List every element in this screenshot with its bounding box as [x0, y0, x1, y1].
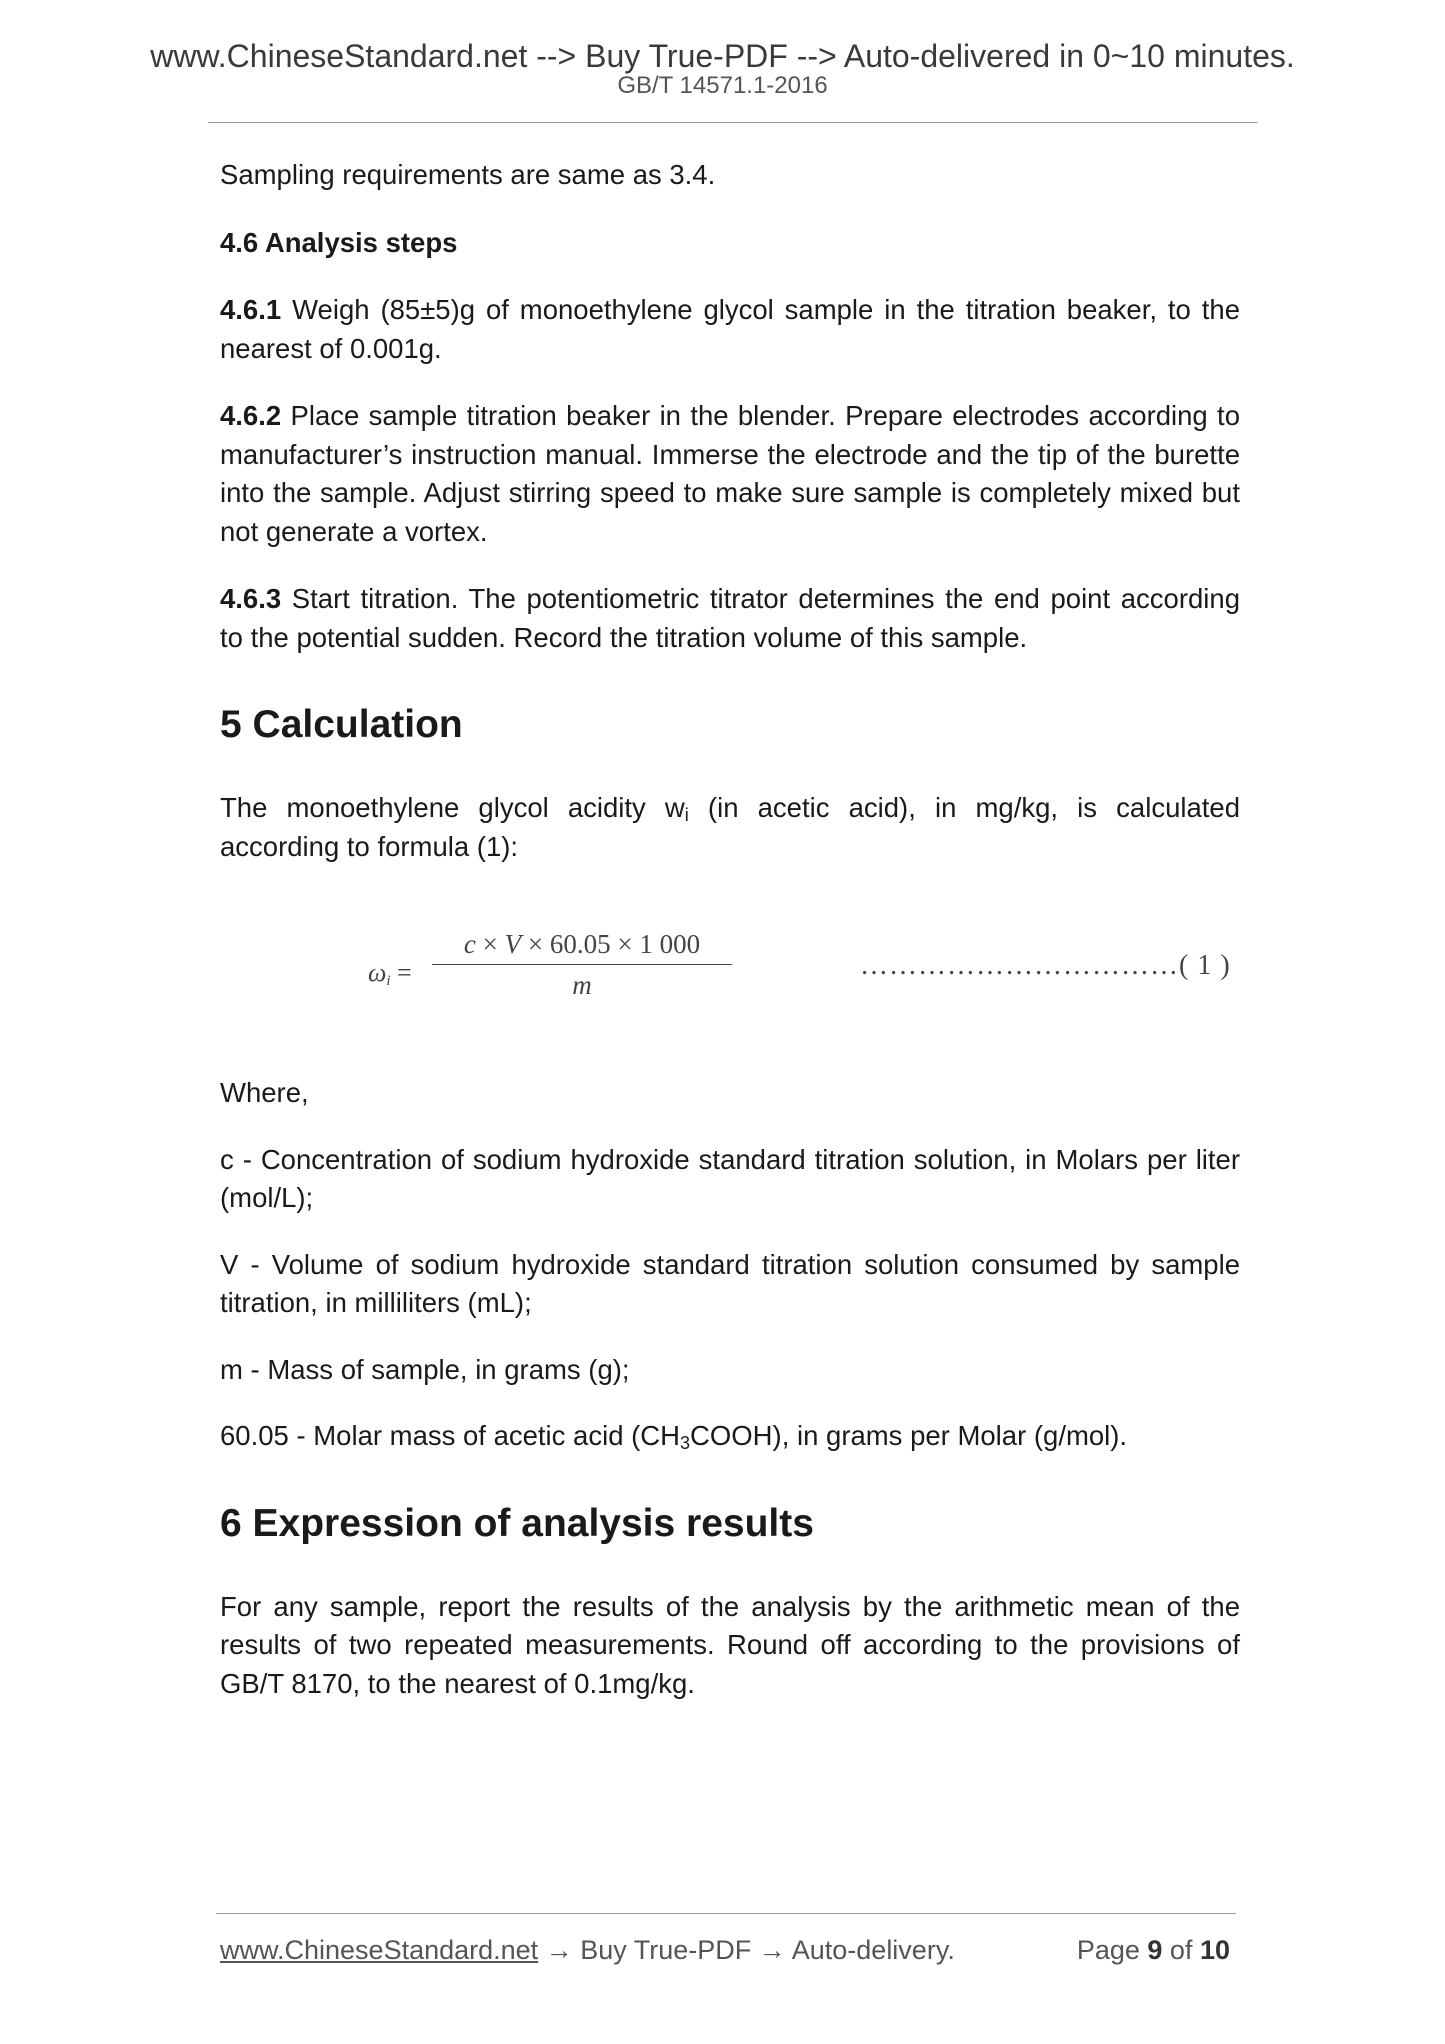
step-4-6-2 [220, 397, 1240, 551]
step-text: Start titration. The potentiometric titrator determines the end point according to the potential sudden. Record the titration volume of this sample. [220, 583, 1240, 653]
heading-6-expression: 6 Expression of analysis results [220, 1501, 814, 1545]
definition-v: V - Volume of sodium hydroxide standard titration solution consumed by sample titration, in milliliters (mL); [220, 1248, 1240, 1318]
step-4-6-1 [220, 291, 1240, 368]
header-banner: www.ChineseStandard.net --> Buy True-PDF --> Auto-delivered in 0~10 minutes. [150, 38, 1295, 74]
expression-paragraph: For any sample, report the results of the analysis by the arithmetic mean of the results of two repeated measurements. Round off according to the provisions of GB/T 8170, to the nearest of 0.1mg/kg. [220, 1590, 1240, 1699]
sampling-paragraph: Sampling requirements are same as 3.4. [220, 159, 716, 190]
step-number: 4.6.1 [220, 294, 282, 325]
formula-numerator: c × V × 60.05 × 1 000 [463, 929, 701, 959]
step-text: Weigh (85±5)g of monoethylene glycol sample in the titration beaker, to the nearest of 0.001g. [220, 294, 1240, 364]
step-4-6-3 [220, 580, 1240, 657]
heading-4-6: 4.6 Analysis steps [220, 226, 458, 258]
footer-divider [216, 1913, 1236, 1914]
document-code: GB/T 14571.1-2016 [617, 72, 828, 99]
page-indicator: Page 9 of 10 [1076, 1935, 1230, 1965]
page-content [220, 156, 1240, 1703]
formula-fraction [432, 926, 732, 1001]
heading-5-calculation: 5 Calculation [220, 703, 463, 746]
definition-m: m - Mass of sample, in grams (g); [220, 1353, 630, 1385]
step-number: 4.6.3 [220, 583, 282, 614]
definition-60-05: 60.05 - Molar mass of acetic acid $(CH_3COOH)$, in grams per Molar (g/mol). [220, 1420, 1128, 1453]
footer [220, 1933, 1230, 1967]
formula-denominator: m [572, 970, 592, 1000]
definition-c: c - Concentration of sodium hydroxide standard titration solution, in Molars per liter (mol/L); [220, 1143, 1240, 1213]
footer-text: → Buy True-PDF → Auto-delivery. [538, 1935, 955, 1965]
formula-number: ……………………………( 1 ) [860, 950, 1231, 981]
step-text: Place sample titration beaker in the blender. Prepare electrodes according to manufacturer’s instruction manual. Immerse the electrode and the tip of the burette into the sample. Adjust stirring speed to make sure sample is completely mixed but not generate a vortex. [220, 400, 1240, 547]
step-number: 4.6.2 [220, 400, 282, 431]
header-divider [208, 122, 1258, 123]
fraction-bar [432, 964, 732, 965]
where-label: Where, [220, 1077, 309, 1108]
calculation-intro: The monoethylene glycol acidity $w_i$ (in acetic acid), in mg/kg, is calculated according to formula (1): [220, 792, 1240, 862]
formula-lhs: $\omega_i$ = [368, 958, 412, 989]
footer-link[interactable]: www.ChineseStandard.net [220, 1935, 539, 1965]
formula-1 [220, 926, 1240, 1026]
